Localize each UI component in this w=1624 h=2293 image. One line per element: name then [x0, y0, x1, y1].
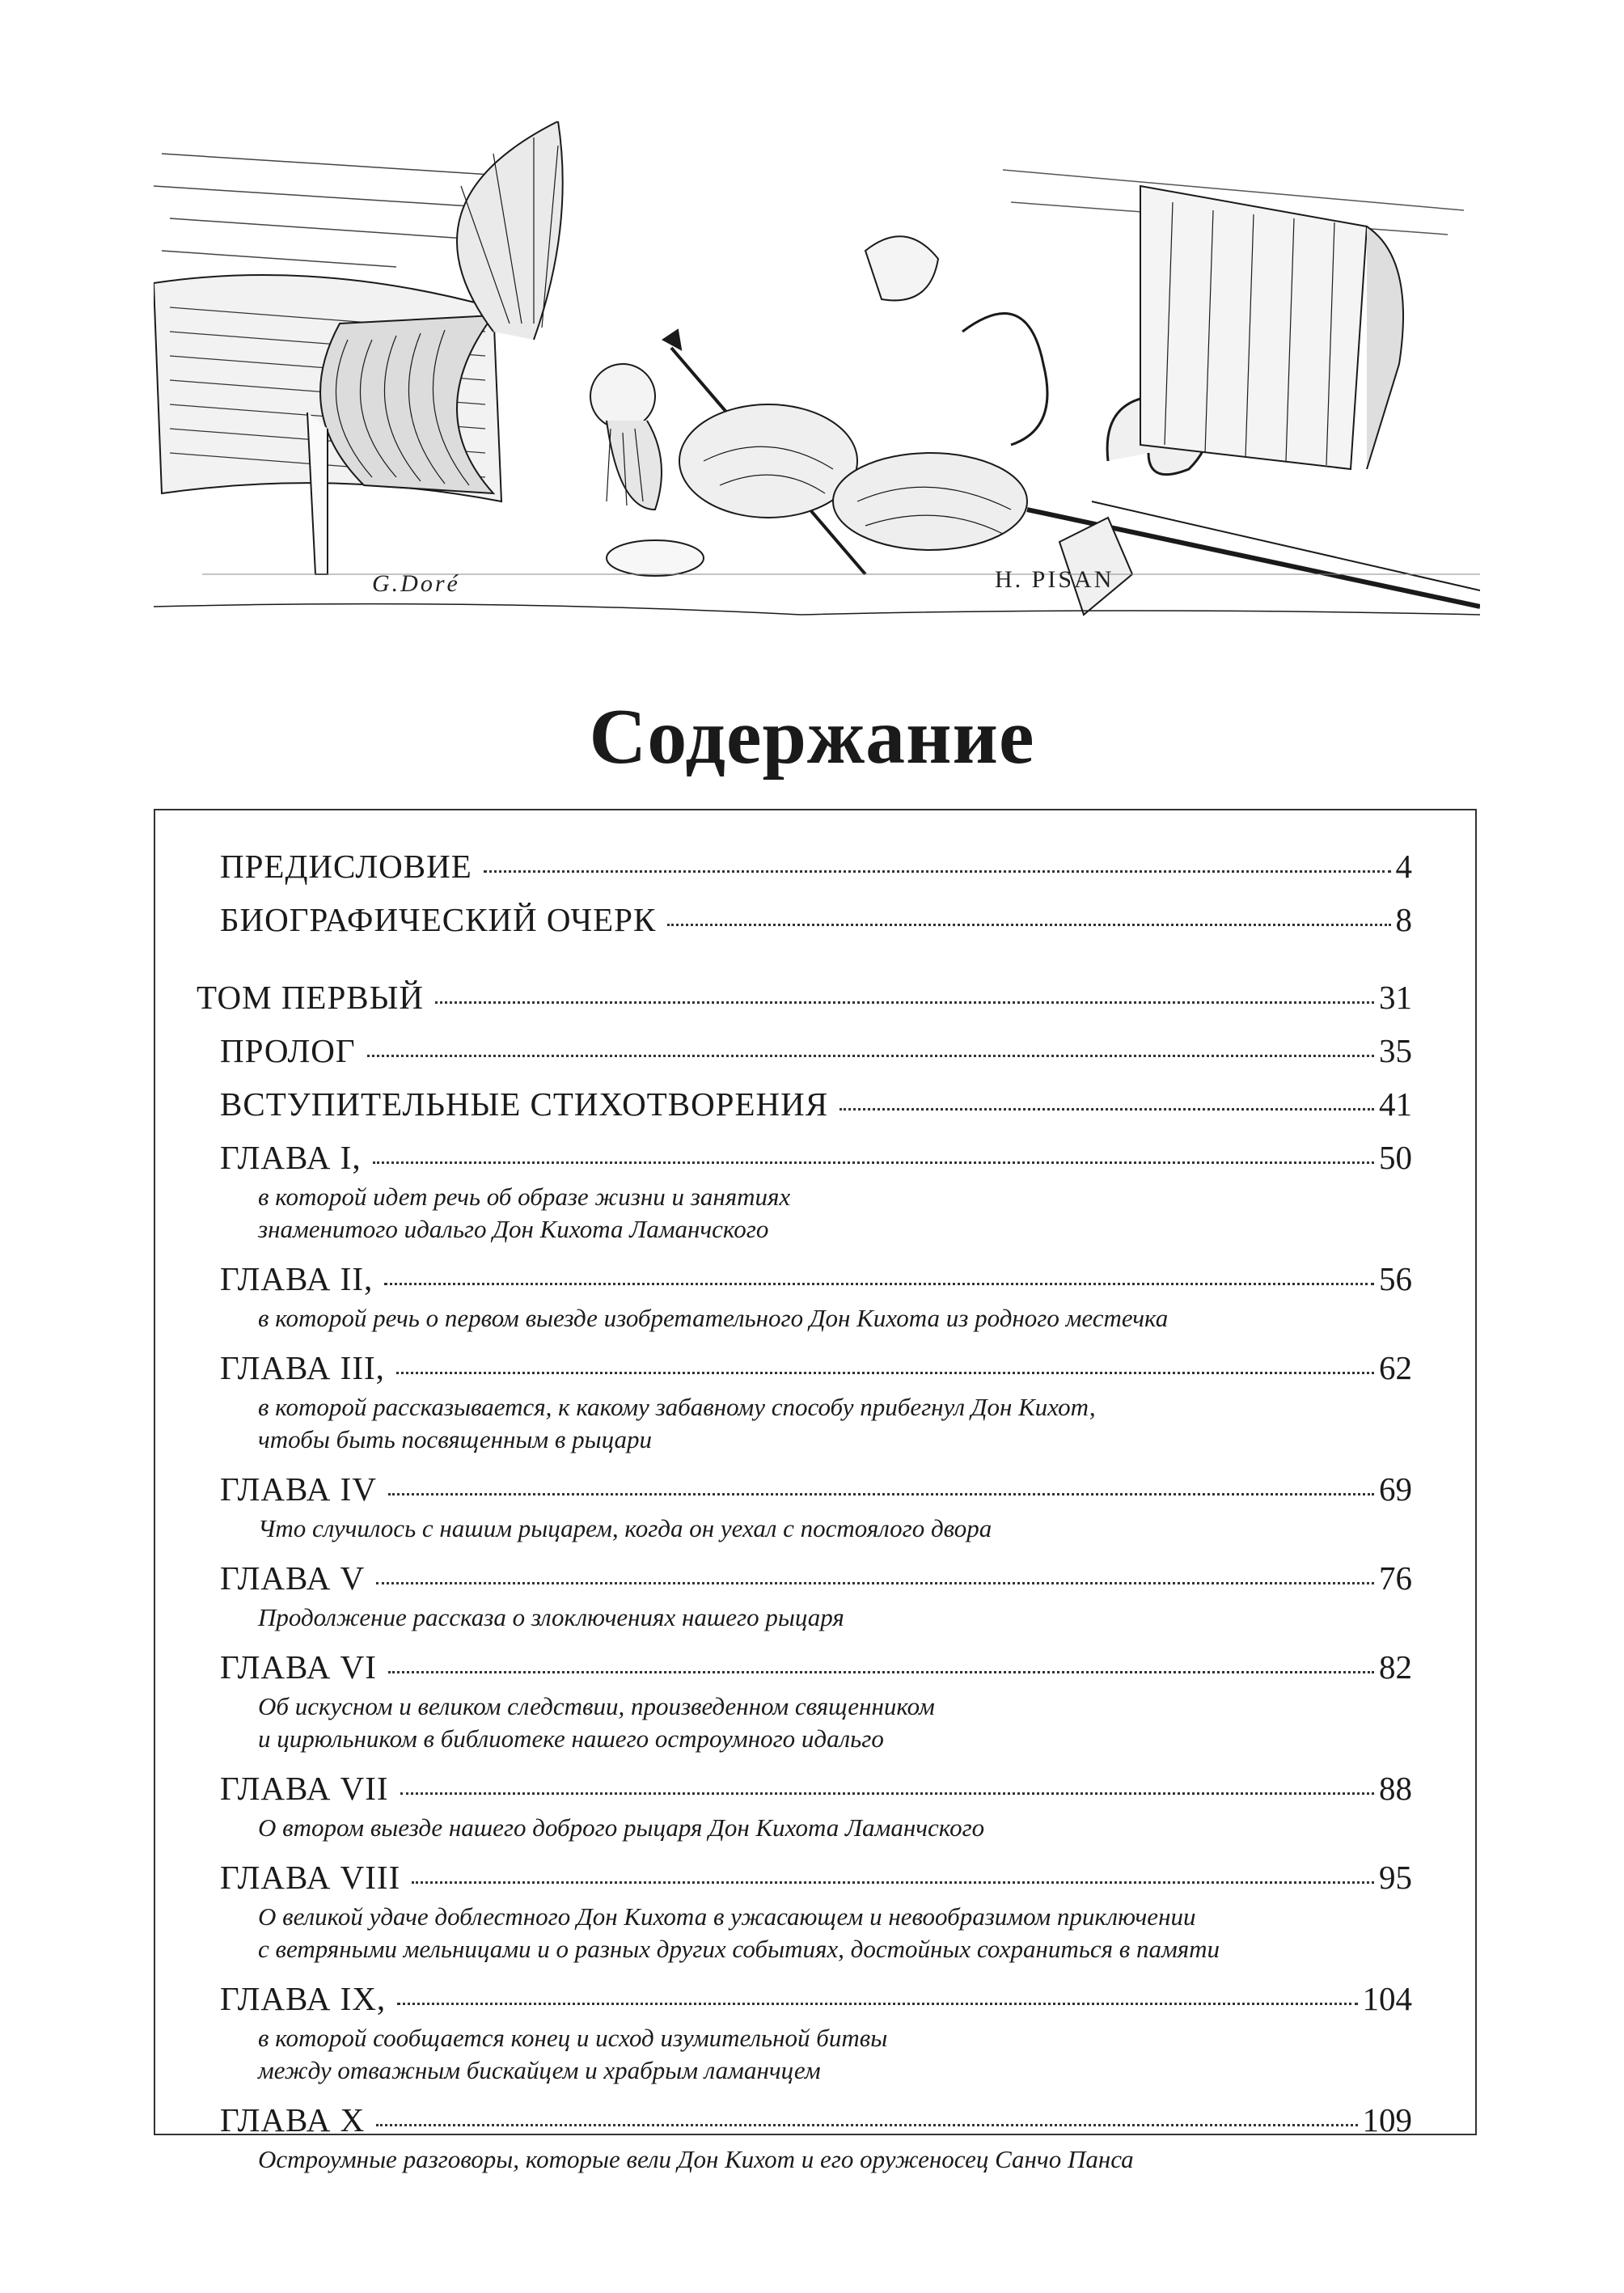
chapter-entry[interactable]: [197, 1644, 1412, 1755]
chapter-label: ГЛАВА IX,: [220, 1980, 387, 2017]
chapter-description: О втором выезде нашего доброго рыцаря Дон Кихота Ламанчского: [258, 1813, 985, 1842]
chapter-description: Остроумные разговоры, которые вели Дон Кихот и его оруженосец Санчо Панса: [258, 2145, 1134, 2173]
chapter-entry[interactable]: [197, 1975, 1412, 2087]
chapter-entry[interactable]: [197, 1255, 1412, 1335]
chapter-entry[interactable]: [197, 1765, 1412, 1844]
chapter-label: ГЛАВА X: [220, 2101, 366, 2139]
chapter-page: 76: [1379, 1559, 1412, 1597]
toc-entry-page: 8: [1395, 901, 1412, 938]
leader-dots: [484, 870, 1391, 873]
page-title: Содержание: [589, 693, 1035, 781]
chapter-page: 82: [1379, 1648, 1412, 1686]
toc-entry-page: 31: [1379, 979, 1412, 1016]
chapter-entry[interactable]: [197, 1555, 1412, 1634]
engraving-illustration: [154, 121, 1480, 623]
toc-entry-label: ПРЕДИСЛОВИЕ: [220, 848, 472, 885]
leader-dots: [667, 924, 1390, 926]
leader-dots: [388, 1493, 1374, 1496]
chapter-label: ГЛАВА VII: [220, 1770, 389, 1807]
chapter-description: и цирюльником в библиотеке нашего остроумного идальго: [258, 1724, 884, 1753]
chapter-entry[interactable]: [197, 1466, 1412, 1545]
toc-entry-label: БИОГРАФИЧЕСКИЙ ОЧЕРК: [220, 901, 657, 938]
leader-dots: [435, 1001, 1374, 1004]
chapter-description: в которой рассказывается, к какому забавному способу прибегнул Дон Кихот,: [258, 1393, 1096, 1421]
chapter-label: ГЛАВА I,: [220, 1139, 362, 1176]
leader-dots: [384, 1283, 1374, 1285]
chapter-entry[interactable]: [197, 1344, 1412, 1456]
toc-entry-page: 35: [1379, 1032, 1412, 1069]
chapter-description: в которой сообщается конец и исход изумительной битвы: [258, 2024, 888, 2052]
chapter-page: 88: [1379, 1770, 1412, 1807]
chapter-description: с ветряными мельницами и о разных других событиях, достойных сохраниться в памяти: [258, 1935, 1220, 1963]
chapter-description: в которой идет речь об образе жизни и занятиях: [258, 1182, 791, 1211]
leader-dots: [376, 1582, 1374, 1584]
chapter-label: ГЛАВА III,: [220, 1349, 385, 1386]
leader-dots: [839, 1108, 1374, 1111]
chapter-page: 104: [1362, 1980, 1412, 2017]
chapter-description: между отважным бискайцем и храбрым ламанчцем: [258, 2056, 821, 2084]
toc-entry-volume-one[interactable]: [197, 974, 1412, 1021]
chapter-label: ГЛАВА VI: [220, 1648, 377, 1686]
leader-dots: [412, 1881, 1374, 1884]
leader-dots: [397, 2003, 1357, 2005]
toc-entry-page: 4: [1395, 848, 1412, 885]
chapter-page: 62: [1379, 1349, 1412, 1386]
signature-left: G.Doré: [372, 570, 460, 597]
chapter-label: ГЛАВА IV: [220, 1470, 377, 1508]
signature-right: H. PISAN: [995, 566, 1114, 593]
chapter-page: 95: [1379, 1859, 1412, 1896]
chapter-entry[interactable]: [197, 1134, 1412, 1246]
leader-dots: [376, 2124, 1357, 2126]
leader-dots: [400, 1792, 1374, 1795]
chapter-description: чтобы быть посвященным в рыцари: [258, 1425, 652, 1453]
leader-dots: [396, 1372, 1374, 1374]
chapter-description: Продолжение рассказа о злоключениях нашего рыцаря: [258, 1603, 844, 1631]
chapter-page: 69: [1379, 1470, 1412, 1508]
toc-entry-label: ПРОЛОГ: [220, 1032, 356, 1069]
chapter-description: знаменитого идальго Дон Кихота Ламанчского: [258, 1215, 769, 1243]
leader-dots: [388, 1671, 1374, 1673]
chapter-page: 50: [1379, 1139, 1412, 1176]
chapter-description: Что случилось с нашим рыцарем, когда он уехал с постоялого двора: [258, 1514, 992, 1542]
chapter-page: 56: [1379, 1260, 1412, 1297]
leader-dots: [373, 1161, 1374, 1164]
chapter-description: О великой удаче доблестного Дон Кихота в ужасающем и невообразимом приключении: [258, 1902, 1196, 1931]
toc-entry-page: 41: [1379, 1085, 1412, 1123]
toc-entry-label: ТОМ ПЕРВЫЙ: [197, 979, 424, 1016]
chapter-label: ГЛАВА II,: [220, 1260, 374, 1297]
toc-entry-intro-poems[interactable]: [197, 1081, 1412, 1127]
toc-entry-preface[interactable]: [197, 843, 1412, 890]
chapter-description: Об искусном и великом следствии, произведенном священником: [258, 1692, 935, 1720]
chapter-entry[interactable]: [197, 2096, 1412, 2176]
chapter-page: 109: [1362, 2101, 1412, 2139]
chapter-description: в которой речь о первом выезде изобретательного Дон Кихота из родного местечка: [258, 1304, 1169, 1332]
chapter-label: ГЛАВА V: [220, 1559, 366, 1597]
chapter-label: ГЛАВА VIII: [220, 1859, 401, 1896]
toc-entry-biography[interactable]: [197, 896, 1412, 943]
chapter-entry[interactable]: [197, 1854, 1412, 1965]
toc-entry-label: ВСТУПИТЕЛЬНЫЕ СТИХОТВОРЕНИЯ: [220, 1085, 829, 1123]
table-of-contents: [197, 843, 1412, 2176]
leader-dots: [367, 1055, 1374, 1057]
toc-entry-prologue[interactable]: [197, 1027, 1412, 1074]
